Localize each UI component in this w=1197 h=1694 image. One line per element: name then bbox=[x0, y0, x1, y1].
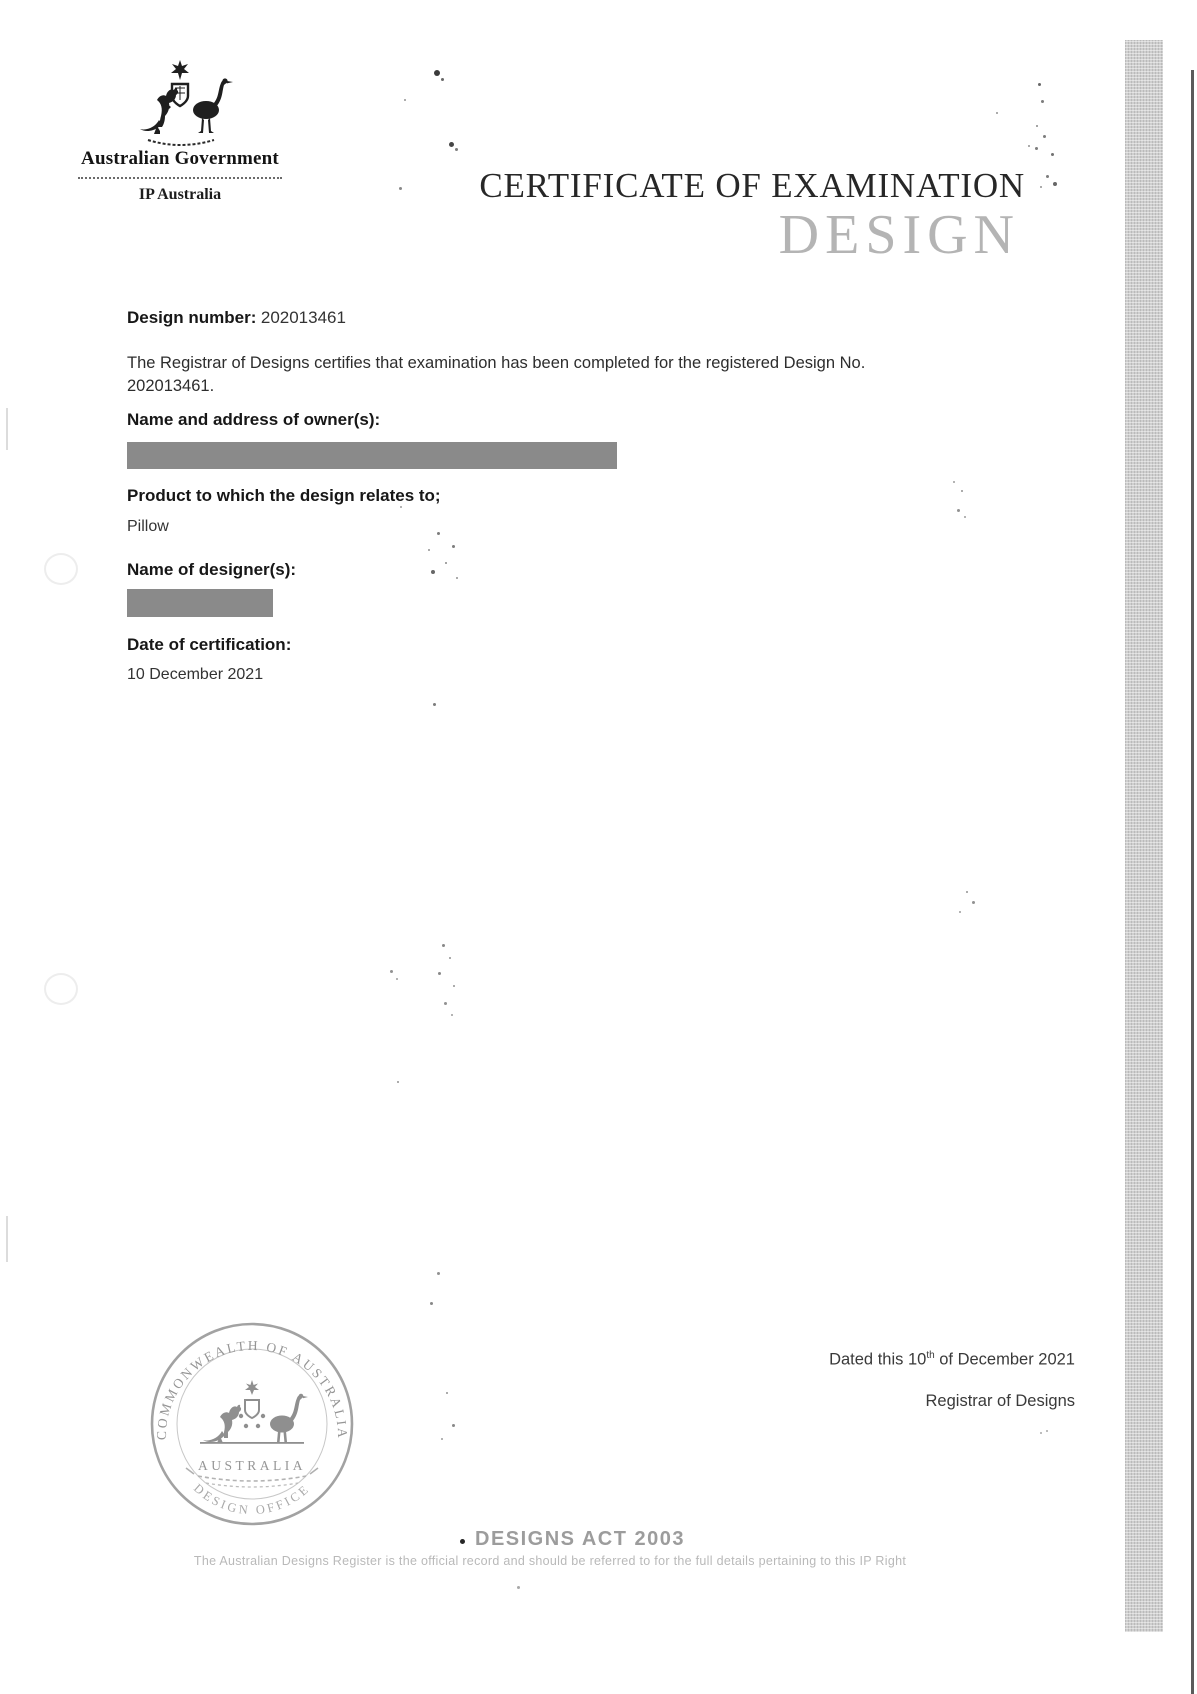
product-label: Product to which the design relates to; bbox=[127, 486, 441, 505]
redacted-owner-name bbox=[127, 442, 617, 469]
scan-noise bbox=[452, 1424, 455, 1427]
dated-prefix: Dated this 10 bbox=[829, 1350, 927, 1369]
scan-noise bbox=[441, 1438, 443, 1440]
scan-left-mark bbox=[6, 1216, 8, 1262]
registrar-line: Registrar of Designs bbox=[925, 1392, 1075, 1410]
design-number-row bbox=[127, 308, 346, 328]
scan-noise bbox=[446, 1392, 448, 1394]
scan-noise bbox=[396, 978, 398, 980]
scan-noise bbox=[404, 99, 406, 101]
scan-noise bbox=[1040, 186, 1042, 188]
dated-line bbox=[829, 1350, 1075, 1370]
scan-noise bbox=[433, 703, 436, 706]
scan-noise bbox=[437, 532, 440, 535]
scan-noise bbox=[442, 944, 445, 947]
designer-label: Name of designer(s): bbox=[127, 560, 297, 579]
certification-date-label: Date of certification: bbox=[127, 635, 292, 654]
scan-noise bbox=[957, 509, 960, 512]
scan-noise bbox=[449, 957, 451, 959]
scan-noise bbox=[399, 187, 402, 190]
seal-banner-text: AUSTRALIA bbox=[198, 1458, 306, 1473]
scan-noise bbox=[517, 1586, 520, 1589]
scan-noise bbox=[456, 577, 458, 579]
scan-noise bbox=[430, 1302, 433, 1305]
scan-noise bbox=[1053, 182, 1057, 186]
scan-noise bbox=[1040, 1432, 1042, 1434]
coat-of-arms-icon bbox=[118, 58, 242, 146]
government-name: Australian Government bbox=[81, 148, 279, 169]
dated-suffix: of December 2021 bbox=[934, 1350, 1075, 1369]
certification-statement: The Registrar of Designs certifies that examination has been completed for the registered Design No. 202013461. bbox=[127, 354, 866, 396]
design-number-label: Design number: bbox=[127, 308, 257, 327]
scan-noise bbox=[445, 562, 447, 564]
scan-noise bbox=[961, 490, 963, 492]
scan-noise bbox=[996, 112, 998, 114]
scan-noise bbox=[453, 985, 455, 987]
scan-noise bbox=[397, 1081, 399, 1083]
scan-noise bbox=[1041, 100, 1044, 103]
scan-noise bbox=[452, 545, 455, 548]
scan-left-mark bbox=[6, 408, 8, 450]
design-number-value: 202013461 bbox=[260, 308, 346, 327]
scan-noise bbox=[455, 148, 458, 151]
scan-noise bbox=[1046, 175, 1049, 178]
scan-noise bbox=[431, 570, 435, 574]
redacted-designer-name bbox=[127, 589, 273, 617]
punch-hole-mark bbox=[44, 973, 78, 1005]
scan-noise bbox=[449, 142, 454, 147]
designs-act-title: DESIGNS ACT 2003 bbox=[475, 1528, 685, 1550]
seal-arc-top-text: COMMONWEALTH OF AUSTRALIA bbox=[153, 1337, 351, 1441]
scan-noise bbox=[428, 549, 430, 551]
header-divider bbox=[78, 177, 282, 179]
register-note: The Australian Designs Register is the official record and should be referred to for the full details pertaining to this IP Right bbox=[193, 1554, 907, 1568]
owner-label: Name and address of owner(s): bbox=[127, 410, 381, 429]
punch-hole-mark bbox=[44, 553, 78, 585]
scan-noise bbox=[441, 78, 444, 81]
scan-noise bbox=[451, 1014, 453, 1016]
page-title: CERTIFICATE OF EXAMINATION bbox=[479, 166, 1025, 205]
scan-noise bbox=[1043, 135, 1046, 138]
scan-noise bbox=[434, 70, 440, 76]
scan-noise bbox=[1046, 1430, 1048, 1432]
scan-edge-line bbox=[1191, 70, 1194, 1694]
dated-superscript: th bbox=[926, 1350, 935, 1361]
scan-noise bbox=[1028, 145, 1030, 147]
agency-name: IP Australia bbox=[138, 186, 222, 203]
product-value: Pillow bbox=[127, 518, 169, 535]
scan-noise bbox=[1051, 153, 1054, 156]
scan-edge-strip bbox=[1125, 40, 1163, 1632]
scan-noise bbox=[966, 891, 968, 893]
design-watermark: DESIGN bbox=[778, 204, 1020, 266]
commonwealth-seal-icon bbox=[146, 1318, 358, 1530]
scan-noise bbox=[437, 1272, 440, 1275]
scan-noise bbox=[1038, 83, 1041, 86]
scan-noise bbox=[953, 481, 955, 483]
scan-noise bbox=[1035, 147, 1038, 150]
scan-noise bbox=[400, 506, 402, 508]
scan-noise bbox=[959, 911, 961, 913]
scan-noise bbox=[1036, 125, 1038, 127]
seal-arc-bottom-text: DESIGN OFFICE bbox=[191, 1481, 313, 1518]
scan-noise bbox=[972, 901, 975, 904]
scan-noise bbox=[964, 516, 966, 518]
scan-noise bbox=[390, 970, 393, 973]
scan-noise bbox=[444, 1002, 447, 1005]
scan-noise bbox=[438, 972, 441, 975]
certification-date-value: 10 December 2021 bbox=[127, 666, 264, 683]
